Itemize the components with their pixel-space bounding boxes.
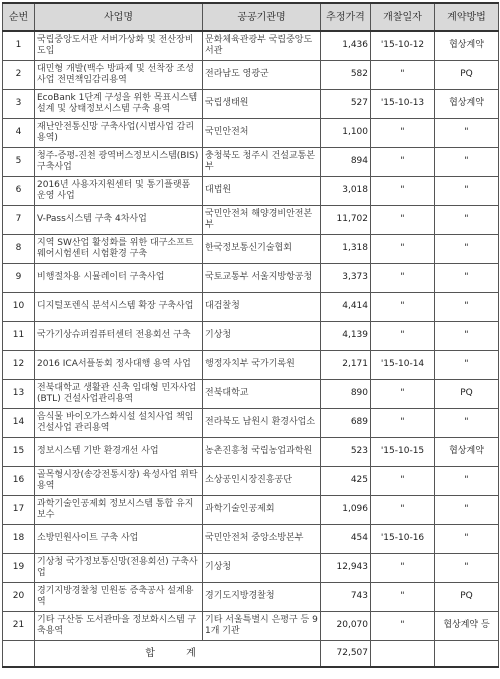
row-agency: 행정자치부 국가기록원 bbox=[203, 350, 321, 379]
row-name: 청주-증평-진천 광역버스정보시스템(BIS) 구축사업 bbox=[35, 147, 203, 176]
row-agency: 소상공인시장진흥공단 bbox=[203, 466, 321, 495]
header-name: 사업명 bbox=[35, 3, 203, 31]
row-price: 4,139 bbox=[321, 321, 371, 350]
table-row bbox=[3, 611, 499, 640]
row-no: 9 bbox=[3, 263, 35, 292]
row-agency: 대검찰청 bbox=[203, 292, 321, 321]
row-agency: 전북대학교 bbox=[203, 379, 321, 408]
table-row bbox=[3, 321, 499, 350]
table-row bbox=[3, 437, 499, 466]
table-row bbox=[3, 263, 499, 292]
table-body bbox=[3, 31, 499, 640]
row-agency: 문화체육관광부 국립중앙도서관 bbox=[203, 31, 321, 60]
row-price: 890 bbox=[321, 379, 371, 408]
row-no: 14 bbox=[3, 408, 35, 437]
table-row bbox=[3, 553, 499, 582]
row-no: 19 bbox=[3, 553, 35, 582]
table-row bbox=[3, 408, 499, 437]
row-method: " bbox=[435, 205, 499, 234]
row-method: " bbox=[435, 292, 499, 321]
row-name: V-Pass시스템 구축 4차사업 bbox=[35, 205, 203, 234]
total-method-cell bbox=[435, 640, 499, 667]
row-open-date: " bbox=[371, 176, 435, 205]
table-row bbox=[3, 89, 499, 118]
row-name: 비행절차용 시뮬레이터 구축사업 bbox=[35, 263, 203, 292]
row-no: 11 bbox=[3, 321, 35, 350]
row-price: 1,318 bbox=[321, 234, 371, 263]
row-no: 16 bbox=[3, 466, 35, 495]
row-agency: 기상청 bbox=[203, 321, 321, 350]
row-agency: 대법원 bbox=[203, 176, 321, 205]
total-label: 합 계 bbox=[35, 640, 321, 667]
table-row bbox=[3, 205, 499, 234]
row-price: 689 bbox=[321, 408, 371, 437]
row-price: 894 bbox=[321, 147, 371, 176]
row-method: 협상계약 등 bbox=[435, 611, 499, 640]
header-method: 계약방법 bbox=[435, 3, 499, 31]
row-method: " bbox=[435, 553, 499, 582]
row-name: 전북대학교 생활관 신축 임대형 민자사업(BTL) 건설사업관리용역 bbox=[35, 379, 203, 408]
row-open-date: " bbox=[371, 466, 435, 495]
row-price: 20,070 bbox=[321, 611, 371, 640]
row-no: 4 bbox=[3, 118, 35, 147]
row-price: 11,702 bbox=[321, 205, 371, 234]
table-row bbox=[3, 31, 499, 60]
row-method: " bbox=[435, 408, 499, 437]
row-name: 지역 SW산업 활성화를 위한 대구소프트웨어시험센터 시험환경 구축 bbox=[35, 234, 203, 263]
total-price: 72,507 bbox=[321, 640, 371, 667]
table-row bbox=[3, 60, 499, 89]
row-open-date: " bbox=[371, 611, 435, 640]
row-no: 8 bbox=[3, 234, 35, 263]
table-row bbox=[3, 379, 499, 408]
row-no: 10 bbox=[3, 292, 35, 321]
row-name: 골목형시장(송강전통시장) 육성사업 위탁용역 bbox=[35, 466, 203, 495]
row-price: 1,100 bbox=[321, 118, 371, 147]
row-name: 2016 ICA서플동회 정사대행 용역 사업 bbox=[35, 350, 203, 379]
total-date-cell bbox=[371, 640, 435, 667]
row-open-date: '15-10-12 bbox=[371, 31, 435, 60]
row-no: 12 bbox=[3, 350, 35, 379]
row-open-date: " bbox=[371, 60, 435, 89]
row-price: 2,171 bbox=[321, 350, 371, 379]
row-method: " bbox=[435, 234, 499, 263]
header-row bbox=[3, 3, 499, 31]
row-name: 과학기술인공제회 정보시스템 통합 유지보수 bbox=[35, 495, 203, 524]
row-name: 디지털포렌식 분석시스템 확장 구축사업 bbox=[35, 292, 203, 321]
row-name: 음식물 바이오가스화시설 설치사업 책임 건설사업 관리용역 bbox=[35, 408, 203, 437]
row-agency: 국토교통부 서울지방항공청 bbox=[203, 263, 321, 292]
row-agency: 전라북도 남원시 환경사업소 bbox=[203, 408, 321, 437]
row-method: " bbox=[435, 466, 499, 495]
row-name: 기타 구산동 도서관마을 정보화시스템 구축용역 bbox=[35, 611, 203, 640]
row-open-date: " bbox=[371, 495, 435, 524]
row-agency: 경기도지방경찰청 bbox=[203, 582, 321, 611]
row-open-date: " bbox=[371, 408, 435, 437]
row-price: 3,373 bbox=[321, 263, 371, 292]
row-method: PQ bbox=[435, 379, 499, 408]
row-price: 1,436 bbox=[321, 31, 371, 60]
row-open-date: '15-10-15 bbox=[371, 437, 435, 466]
row-name: 국가기상슈퍼컴퓨터센터 전용회선 구축 bbox=[35, 321, 203, 350]
row-no: 2 bbox=[3, 60, 35, 89]
row-method: " bbox=[435, 263, 499, 292]
row-open-date: " bbox=[371, 553, 435, 582]
row-open-date: " bbox=[371, 205, 435, 234]
row-open-date: " bbox=[371, 147, 435, 176]
row-agency: 기상청 bbox=[203, 553, 321, 582]
row-open-date: " bbox=[371, 118, 435, 147]
row-price: 582 bbox=[321, 60, 371, 89]
row-method: " bbox=[435, 176, 499, 205]
header-price: 추정가격 bbox=[321, 3, 371, 31]
row-name: 대민형 개발(백수 방파제 및 선착장 조성사업 전면책임감리용역 bbox=[35, 60, 203, 89]
row-name: 경기지방경찰청 민원동 증축공사 설계용역 bbox=[35, 582, 203, 611]
row-open-date: " bbox=[371, 321, 435, 350]
row-method: " bbox=[435, 321, 499, 350]
table-row bbox=[3, 524, 499, 553]
header-open-date: 개찰일자 bbox=[371, 3, 435, 31]
row-open-date: " bbox=[371, 263, 435, 292]
row-no: 3 bbox=[3, 89, 35, 118]
row-price: 3,018 bbox=[321, 176, 371, 205]
row-name: EcoBank 1단계 구성을 위한 목표시스템 설계 및 상태정보시스템 구축 용역 bbox=[35, 89, 203, 118]
row-method: 협상계약 bbox=[435, 437, 499, 466]
row-no: 17 bbox=[3, 495, 35, 524]
row-no: 21 bbox=[3, 611, 35, 640]
table-row bbox=[3, 118, 499, 147]
row-open-date: '15-10-13 bbox=[371, 89, 435, 118]
row-no: 5 bbox=[3, 147, 35, 176]
total-no-cell bbox=[3, 640, 35, 667]
table-row bbox=[3, 234, 499, 263]
header-agency: 공공기관명 bbox=[203, 3, 321, 31]
row-open-date: " bbox=[371, 292, 435, 321]
table-row bbox=[3, 350, 499, 379]
row-agency: 국민안전처 bbox=[203, 118, 321, 147]
row-open-date: '15-10-16 bbox=[371, 524, 435, 553]
row-price: 1,096 bbox=[321, 495, 371, 524]
row-method: PQ bbox=[435, 582, 499, 611]
row-no: 1 bbox=[3, 31, 35, 60]
row-name: 국립중앙도서관 서버가상화 및 전산장비 도입 bbox=[35, 31, 203, 60]
row-agency: 국민안전처 중앙소방본부 bbox=[203, 524, 321, 553]
row-price: 4,414 bbox=[321, 292, 371, 321]
table-row bbox=[3, 582, 499, 611]
table-row bbox=[3, 292, 499, 321]
row-no: 15 bbox=[3, 437, 35, 466]
row-agency: 기타 서울특별시 은평구 등 91개 기관 bbox=[203, 611, 321, 640]
table-row bbox=[3, 466, 499, 495]
row-price: 527 bbox=[321, 89, 371, 118]
row-price: 425 bbox=[321, 466, 371, 495]
row-open-date: " bbox=[371, 379, 435, 408]
row-agency: 한국정보통신기술협회 bbox=[203, 234, 321, 263]
row-open-date: '15-10-14 bbox=[371, 350, 435, 379]
row-price: 12,943 bbox=[321, 553, 371, 582]
row-open-date: " bbox=[371, 234, 435, 263]
row-agency: 농촌진흥청 국립농업과학원 bbox=[203, 437, 321, 466]
row-name: 정보시스템 기반 환경개선 사업 bbox=[35, 437, 203, 466]
row-agency: 과학기술인공제회 bbox=[203, 495, 321, 524]
row-price: 523 bbox=[321, 437, 371, 466]
row-name: 기상청 국가정보통신망(전용회선) 구축사업 bbox=[35, 553, 203, 582]
table-row bbox=[3, 176, 499, 205]
row-price: 743 bbox=[321, 582, 371, 611]
row-no: 20 bbox=[3, 582, 35, 611]
total-row bbox=[3, 640, 499, 667]
row-agency: 국민안전처 해양경비안전본부 bbox=[203, 205, 321, 234]
row-agency: 국립생태원 bbox=[203, 89, 321, 118]
table-row bbox=[3, 147, 499, 176]
row-agency: 충청북도 청주시 건설교통본부 bbox=[203, 147, 321, 176]
table-row bbox=[3, 495, 499, 524]
row-method: " bbox=[435, 495, 499, 524]
row-agency: 전라남도 영광군 bbox=[203, 60, 321, 89]
bid-table bbox=[2, 2, 499, 668]
row-name: 소방민원사이트 구축 사업 bbox=[35, 524, 203, 553]
row-method: " bbox=[435, 524, 499, 553]
row-no: 7 bbox=[3, 205, 35, 234]
row-method: PQ bbox=[435, 60, 499, 89]
row-method: " bbox=[435, 147, 499, 176]
row-open-date: " bbox=[371, 582, 435, 611]
row-method: " bbox=[435, 118, 499, 147]
header-no: 순번 bbox=[3, 3, 35, 31]
row-no: 18 bbox=[3, 524, 35, 553]
row-no: 6 bbox=[3, 176, 35, 205]
row-name: 2016년 사용자지원센터 및 통기플랫폼 운영 사업 bbox=[35, 176, 203, 205]
row-method: 협상계약 bbox=[435, 89, 499, 118]
row-price: 454 bbox=[321, 524, 371, 553]
row-no: 13 bbox=[3, 379, 35, 408]
row-method: 협상계약 bbox=[435, 31, 499, 60]
row-method: " bbox=[435, 350, 499, 379]
row-name: 재난안전통신망 구축사업(시범사업 감리 용역) bbox=[35, 118, 203, 147]
